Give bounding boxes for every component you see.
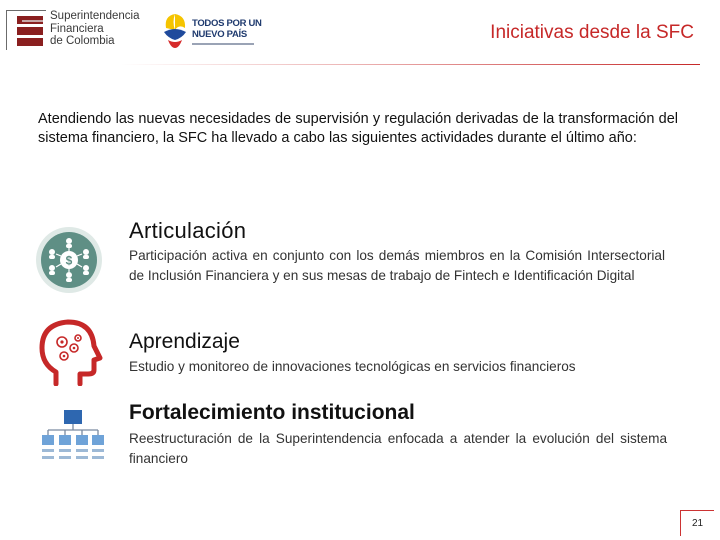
sfc-logo-text — [50, 10, 140, 48]
todos-por-un-nuevo-pais-logo — [160, 8, 260, 52]
sfc-logo-line-1: Superintendencia — [50, 10, 140, 22]
tpup-tagline-decoration — [192, 43, 254, 45]
title-underline — [120, 64, 700, 65]
item-heading-articulacion: Articulación — [129, 218, 247, 243]
head-gears-icon — [32, 318, 104, 386]
item-description-fortalecimiento: Reestructuración de la Superintendencia enfocada a atender la evolución del sistema financiero — [129, 431, 667, 466]
item-description-articulacion: Participación activa en conjunto con los demás miembros en la Comisión Intersectorial de Inclusión Financiera y en sus mesas de trabajo de Fintech e Identificación Digital — [129, 248, 665, 283]
header — [0, 0, 720, 60]
item-description-aprendizaje: Estudio y monitoreo de innovaciones tecnológicas en servicios financieros — [129, 359, 576, 374]
sfc-logo-line-2: Financiera — [50, 22, 104, 35]
item-heading-aprendizaje: Aprendizaje — [129, 330, 240, 353]
page-number: 21 — [680, 510, 714, 536]
intro-paragraph: Atendiendo las nuevas necesidades de supervisión y regulación derivadas de la transformación del sistema financiero, la SFC ha llevado a cabo las siguientes actividades durante el último año: — [38, 111, 678, 146]
svg-text:$: $ — [65, 253, 73, 268]
dollar-network-icon — [35, 226, 103, 294]
page-title: Iniciativas desde la SFC — [490, 22, 694, 43]
sfc-emblem-icon — [6, 10, 46, 50]
tpup-logo-line-1: TODOS POR UN — [192, 18, 262, 29]
sfc-logo-line-3: de Colombia — [50, 35, 115, 47]
colombia-flag-emblem-icon — [160, 10, 190, 50]
tpup-logo-text — [192, 18, 262, 40]
tpup-logo-line-2: NUEVO PAÍS — [192, 29, 247, 40]
sfc-logo — [6, 10, 140, 50]
org-chart-icon — [38, 408, 106, 466]
item-heading-fortalecimiento: Fortalecimiento institucional — [129, 401, 415, 424]
